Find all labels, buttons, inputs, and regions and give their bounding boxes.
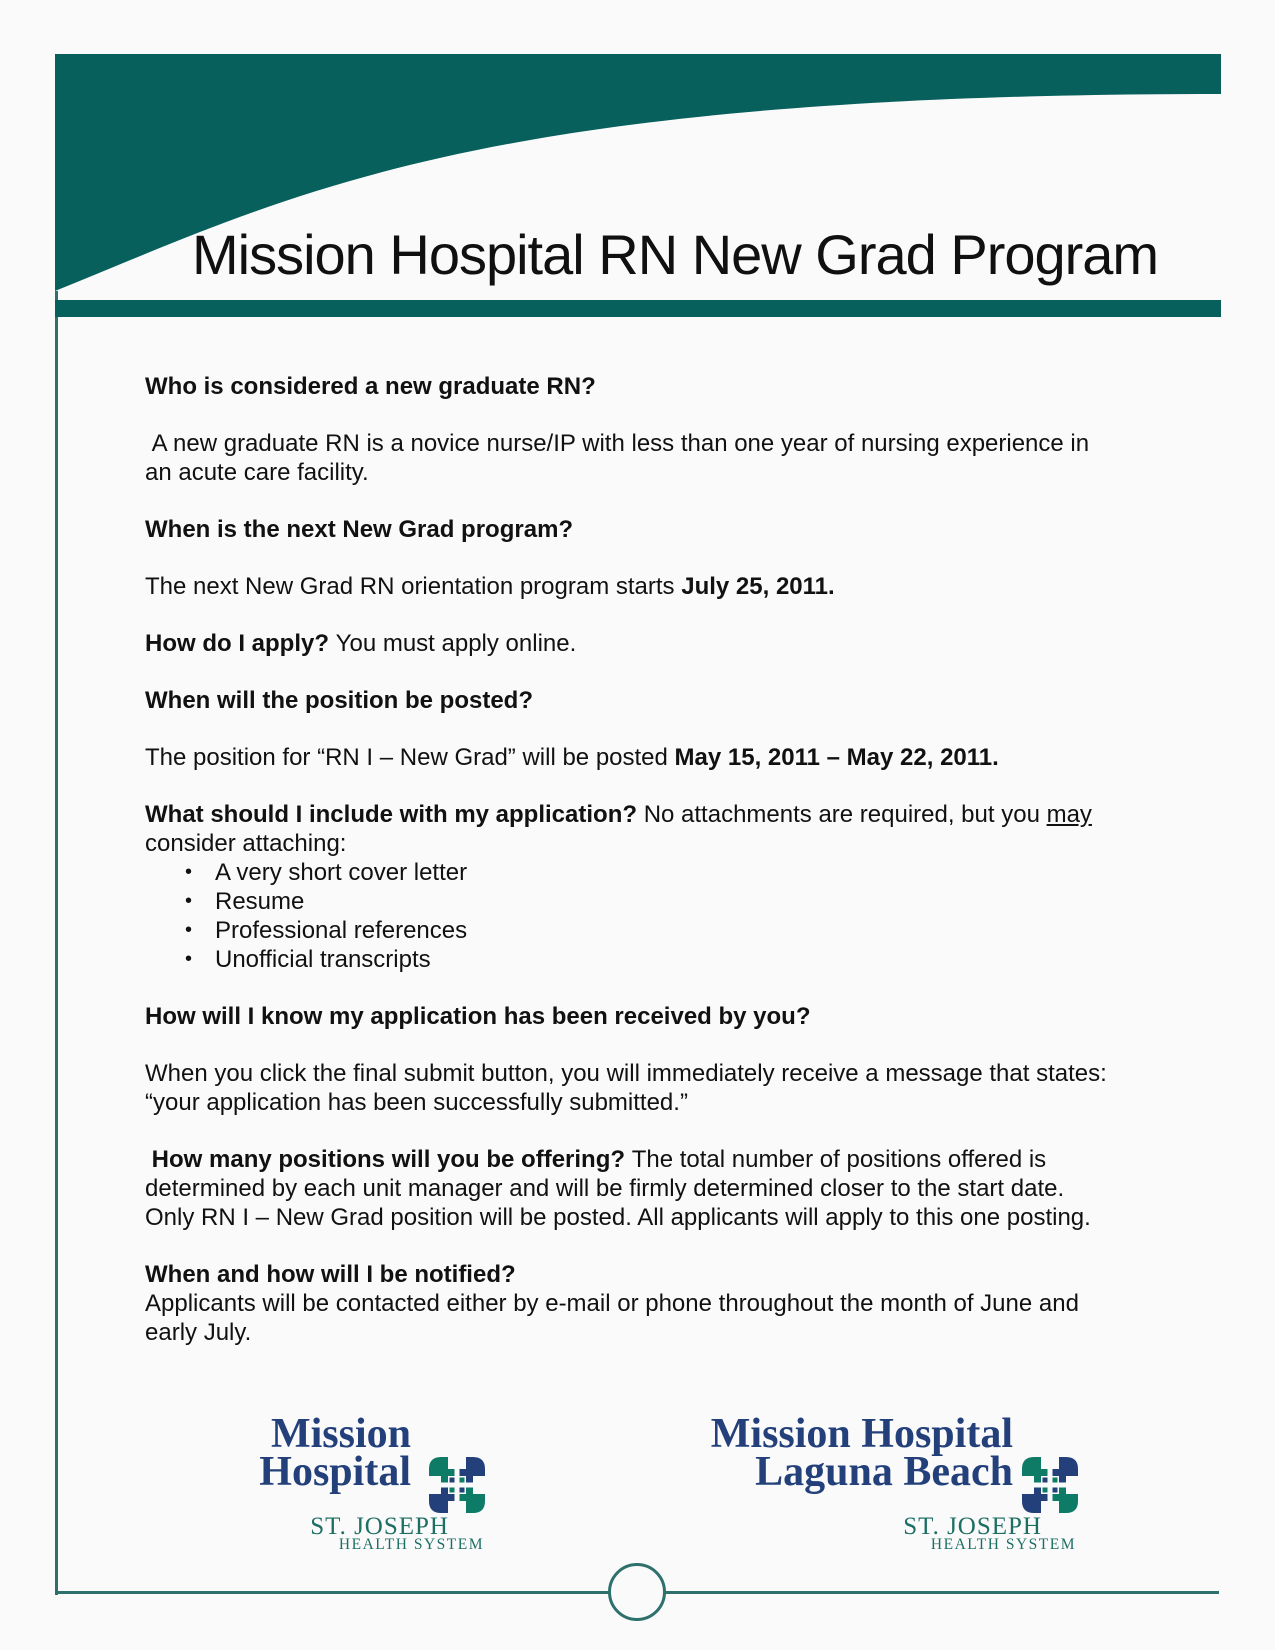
text-run: What should I include with my application?	[145, 801, 644, 828]
mission-hospital-logo-text	[150, 1411, 411, 1495]
text-run: an acute care facility.	[145, 459, 369, 486]
faq-body	[145, 372, 1145, 1347]
bullet-item	[145, 858, 1145, 887]
health-system-label: HEALTH SYSTEM	[930, 1536, 1076, 1553]
faq-answer	[145, 800, 1145, 858]
st-joseph-label: ST. JOSEPH	[310, 1513, 449, 1540]
bullet-text: Professional references	[215, 917, 468, 944]
bullet-item	[145, 916, 1145, 945]
text-run: When and how will I be notified?	[145, 1261, 516, 1288]
bullet-text: A very short cover letter	[215, 859, 468, 886]
st-joseph-label: ST. JOSEPH	[903, 1513, 1042, 1540]
logo1-line2: Hospital	[259, 1449, 411, 1495]
faq-answer	[145, 629, 1145, 658]
bullet-item	[145, 945, 1145, 974]
text-run: No attachments are required, but you	[643, 801, 1047, 828]
mission-hospital-laguna-beach-logo-text	[600, 1411, 1013, 1495]
text-run: “your application has been successfully submitted.”	[145, 1089, 688, 1116]
text-run: How many positions will you be offering?	[151, 1146, 632, 1173]
text-run: The next New Grad RN orientation program starts	[145, 573, 682, 600]
faq-answer	[145, 429, 1145, 487]
st-joseph-cross-icon	[427, 1455, 487, 1515]
faq-question	[145, 515, 1145, 544]
text-run: early July.	[145, 1319, 252, 1346]
text-run: May 15, 2011 – May 22, 2011.	[674, 744, 999, 771]
text-run: You must apply online.	[335, 630, 577, 657]
logo2-line2: Laguna Beach	[755, 1449, 1013, 1495]
text-run: The total number of positions offered is	[631, 1146, 1047, 1173]
text-run: When is the next New Grad program?	[145, 516, 574, 543]
text-run: consider attaching:	[145, 830, 347, 857]
faq-question	[145, 372, 1145, 401]
text-run: How do I apply?	[145, 630, 336, 657]
health-system-label: HEALTH SYSTEM	[338, 1536, 484, 1553]
text-run: determined by each unit manager and will be firmly determined closer to the start date.	[145, 1175, 1065, 1202]
st-joseph-cross-icon	[1020, 1455, 1080, 1515]
faq-answer	[145, 1145, 1145, 1232]
header-divider-bar	[55, 300, 1221, 317]
text-run	[145, 1146, 152, 1173]
text-run: How will I know my application has been received by you?	[145, 1003, 811, 1030]
faq-answer	[145, 1059, 1145, 1117]
text-run: Only RN I – New Grad position will be posted. All applicants will apply to this one posting.	[145, 1204, 1091, 1231]
text-run: A new graduate RN is a novice nurse/IP with less than one year of nursing experience in	[145, 430, 1090, 457]
text-run: Who is considered a new graduate RN?	[145, 373, 596, 400]
faq-answer	[145, 1289, 1145, 1347]
text-run: may	[1046, 801, 1092, 828]
bullet-marker: •	[185, 919, 193, 941]
logo2-line1: Mission Hospital	[710, 1411, 1013, 1457]
text-run: When you click the final submit button, you will immediately receive a message that states:	[145, 1060, 1107, 1087]
faq-question	[145, 686, 1145, 715]
faq-answer	[145, 572, 1145, 601]
page-title: Mission Hospital RN New Grad Program	[192, 223, 1159, 286]
bullet-marker: •	[185, 948, 193, 970]
faq-question	[145, 1002, 1145, 1031]
text-run: When will the position be posted?	[145, 687, 533, 714]
bullet-item	[145, 887, 1145, 916]
text-run: The position for “RN I – New Grad” will be posted	[145, 744, 675, 771]
bullet-text: Resume	[215, 888, 305, 915]
bottom-circle-ornament	[608, 1563, 666, 1621]
faq-question	[145, 1260, 1145, 1289]
bullet-text: Unofficial transcripts	[215, 946, 431, 973]
bullet-marker: •	[185, 890, 193, 912]
text-run: Applicants will be contacted either by e-mail or phone throughout the month of June and	[145, 1290, 1079, 1317]
logo1-line1: Mission	[270, 1411, 411, 1457]
faq-answer	[145, 743, 1145, 772]
text-run: July 25, 2011.	[681, 573, 835, 600]
bullet-marker: •	[185, 861, 193, 883]
